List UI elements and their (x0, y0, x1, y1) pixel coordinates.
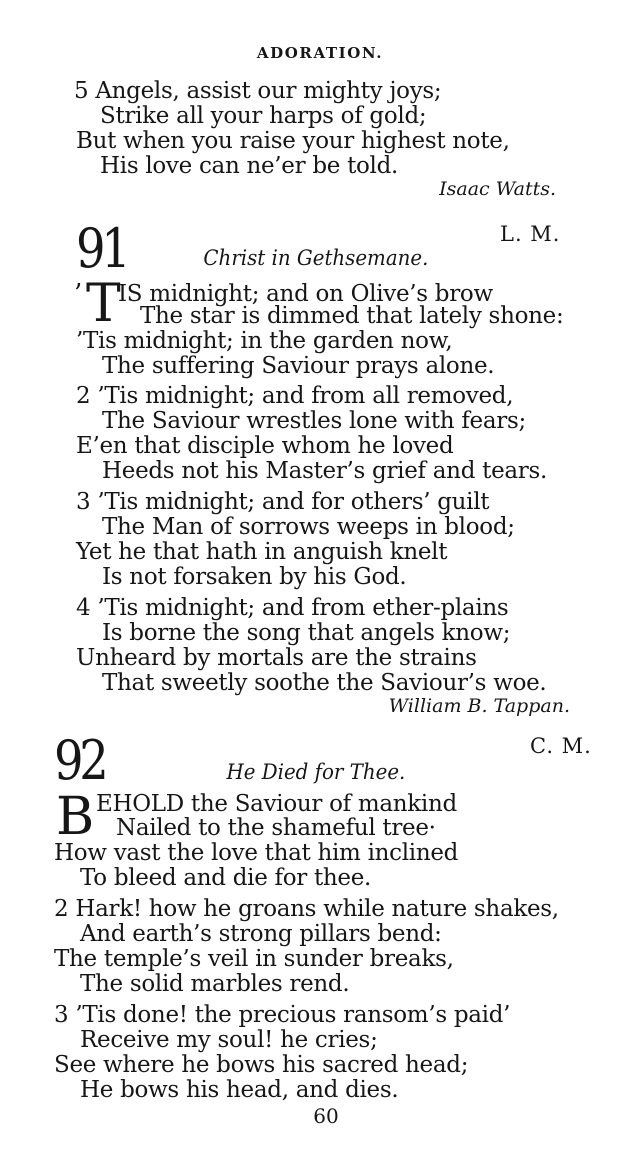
drop-cap: T (86, 274, 121, 334)
verse-line: The Man of sorrows weeps in blood; (102, 514, 515, 540)
verse-line: To bleed and die for thee. (80, 865, 372, 891)
verse-line: 4 ’Tis midnight; and from ether-plains (76, 595, 509, 621)
verse-line: EHOLD the Saviour of mankind (96, 791, 457, 817)
verse-line: 3 ’Tis midnight; and for others’ guilt (76, 489, 490, 515)
opening-apostrophe: ’ (74, 279, 82, 309)
section-header: ADORATION. (256, 44, 384, 62)
verse-line: Strike all your harps of gold; (100, 103, 427, 129)
hymn-number: 92 (54, 729, 105, 792)
verse-line: Heeds not his Master’s grief and tears. (102, 458, 547, 484)
verse-line: See where he bows his sacred head; (54, 1052, 469, 1078)
verse-line: Yet he that hath in anguish knelt (76, 539, 448, 565)
verse-line: Is not forsaken by his God. (102, 564, 407, 590)
verse-line: IS midnight; and on Olive’s brow (118, 281, 493, 307)
verse-line: Is borne the song that angels know; (102, 620, 511, 646)
hymn-meter: C. M. (530, 734, 592, 758)
hymn-meter: L. M. (500, 222, 561, 246)
verse-line: 5 Angels, assist our mighty joys; (74, 78, 442, 104)
verse-line: 3 ’Tis done! the precious ransom’s paid’ (54, 1002, 511, 1028)
verse-line: His love can ne’er be told. (100, 153, 399, 179)
verse-line: The suffering Saviour prays alone. (102, 353, 495, 379)
author-attribution: Isaac Watts. (439, 178, 556, 200)
page-number: 60 (313, 1104, 339, 1128)
author-attribution: William B. Tappan. (388, 695, 570, 717)
verse-line: Receive my soul! he cries; (80, 1027, 378, 1053)
verse-line: 2 Hark! how he groans while nature shakes, (54, 896, 559, 922)
verse-line: How vast the love that him inclined (54, 840, 459, 866)
verse-line: The temple’s veil in sunder breaks, (54, 946, 454, 972)
verse-line: But when you raise your highest note, (76, 128, 510, 154)
hymn-number: 91 (76, 217, 127, 280)
verse-line: E’en that disciple whom he loved (76, 433, 454, 459)
verse-line: The Saviour wrestles lone with fears; (102, 408, 526, 434)
hymn-title: He Died for Thee. (226, 760, 406, 784)
verse-line: The star is dimmed that lately shone: (140, 303, 564, 329)
verse-line: The solid marbles rend. (80, 971, 350, 997)
drop-cap: B (56, 787, 95, 847)
verse-line: 2 ’Tis midnight; and from all removed, (76, 383, 514, 409)
verse-line: He bows his head, and dies. (80, 1077, 399, 1103)
verse-line: Unheard by mortals are the strains (76, 645, 477, 671)
verse-line: Nailed to the shameful tree· (116, 815, 436, 841)
verse-line: And earth’s strong pillars bend: (80, 921, 442, 947)
hymn-title: Christ in Gethsemane. (203, 246, 429, 270)
verse-line: That sweetly soothe the Saviour’s woe. (102, 670, 547, 696)
verse-line: ’Tis midnight; in the garden now, (76, 328, 453, 354)
